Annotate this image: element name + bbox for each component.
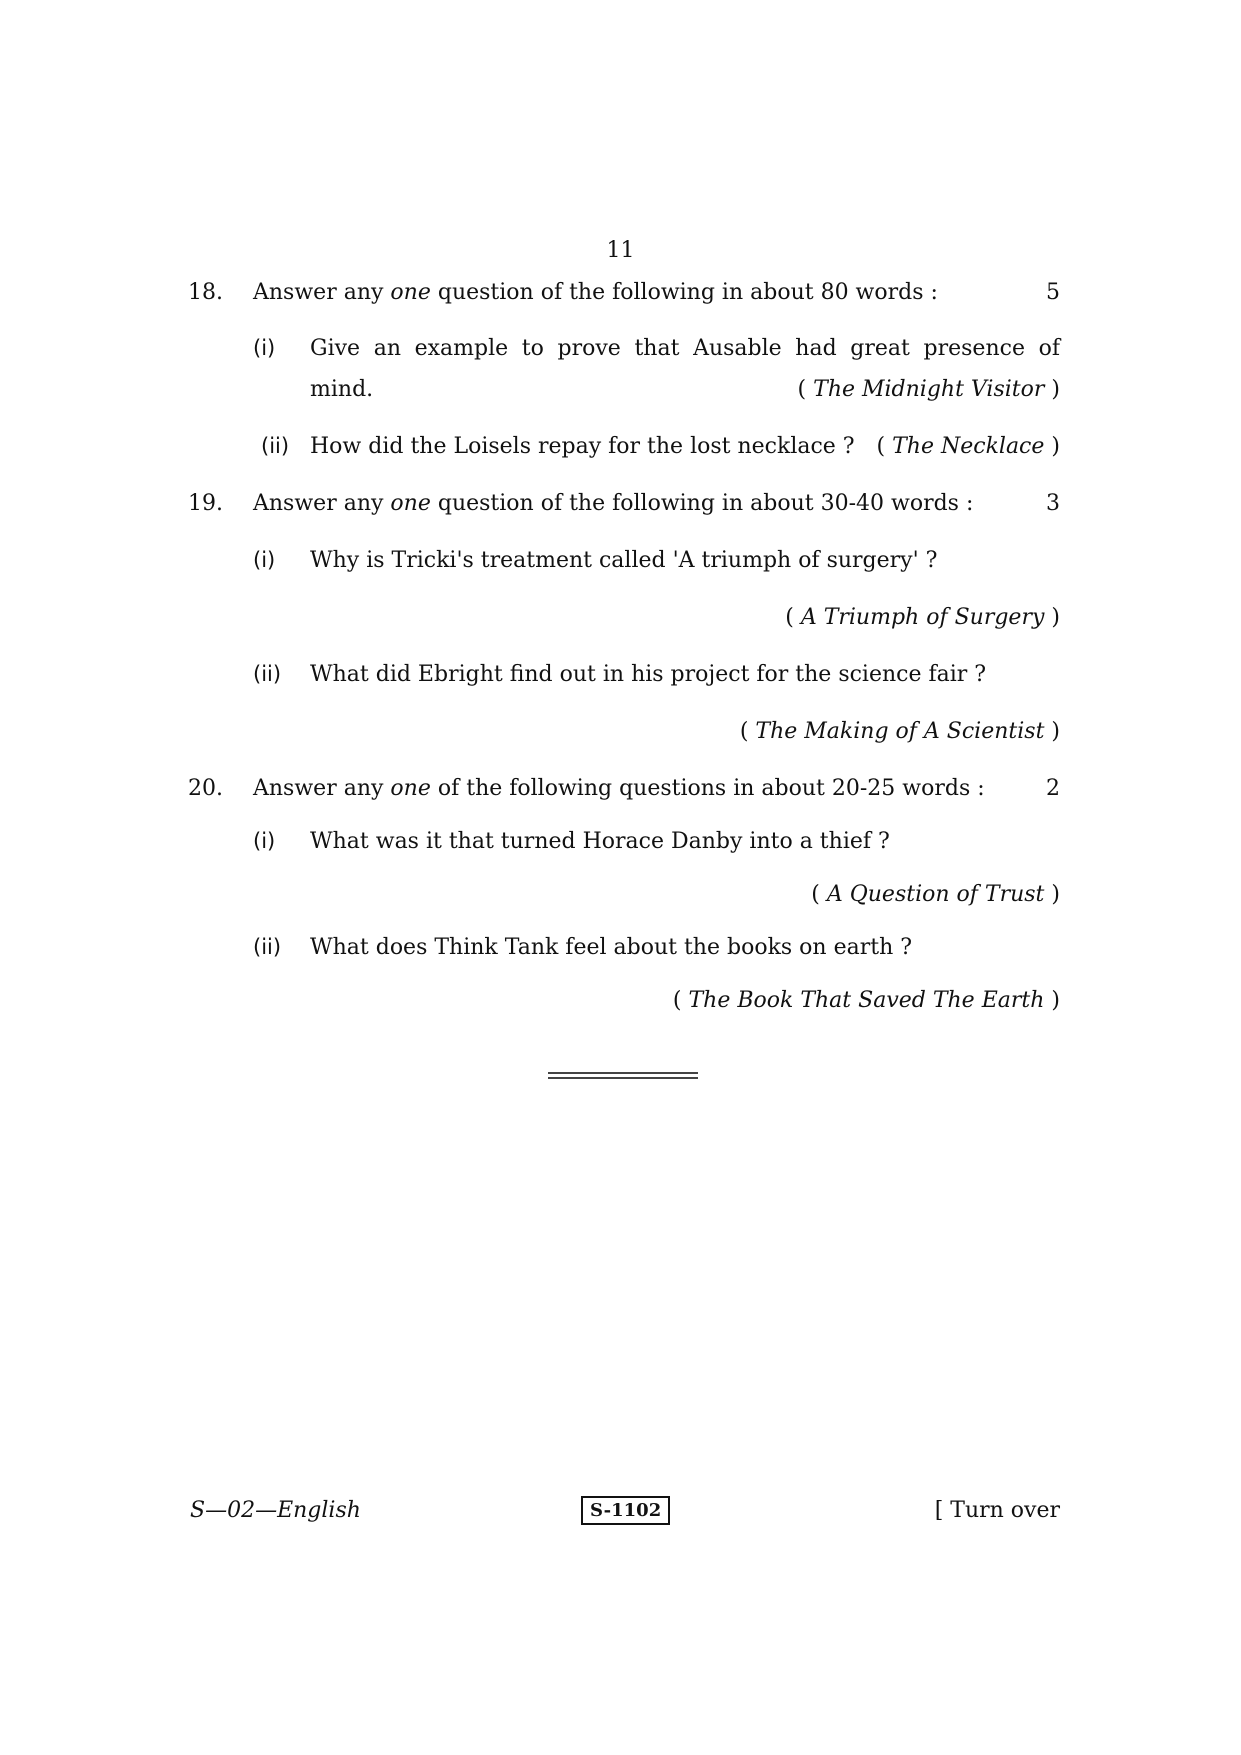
subquestion-text: Give an example to prove that Ausable had great presence of (310, 336, 1060, 361)
question-instruction: Answer any one of the following questions in about 20-25 words : (253, 776, 985, 801)
subquestion-text: How did the Loisels repay for the lost necklace ? (310, 434, 855, 459)
question-instruction: Answer any one question of the following in about 30-40 words : (253, 491, 974, 516)
subquestion-label: (ii) (253, 662, 282, 686)
subquestion-text-continued: mind. (310, 377, 374, 402)
source-citation: ( A Triumph of Surgery ) (785, 605, 1060, 630)
question-marks: 2 (1046, 776, 1060, 801)
subquestion-label: (ii) (261, 434, 290, 458)
subquestion-text: Why is Tricki's treatment called 'A triumph of surgery' ? (310, 548, 938, 573)
source-citation: ( The Midnight Visitor ) (797, 377, 1060, 402)
page-number: 11 (606, 238, 635, 263)
footer-paper-code: S—02—English (190, 1498, 361, 1523)
question-marks: 5 (1046, 280, 1060, 305)
subquestion-label: (i) (253, 548, 276, 572)
subquestion-label: (i) (253, 336, 276, 360)
end-rule-top (548, 1072, 698, 1074)
subquestion-text: What did Ebright find out in his project for the science fair ? (310, 662, 987, 687)
question-number: 18. (188, 280, 223, 305)
subquestion-label: (ii) (253, 935, 282, 959)
footer-turn-over: [ Turn over (934, 1498, 1060, 1523)
question-instruction: Answer any one question of the following in about 80 words : (253, 280, 938, 305)
subquestion-text: What was it that turned Horace Danby into a thief ? (310, 829, 890, 854)
footer-booklet-code: S-1102 (581, 1496, 670, 1525)
question-number: 20. (188, 776, 223, 801)
source-citation: ( The Book That Saved The Earth ) (672, 988, 1060, 1013)
subquestion-text: What does Think Tank feel about the books on earth ? (310, 935, 913, 960)
question-marks: 3 (1046, 491, 1060, 516)
source-citation: ( The Making of A Scientist ) (739, 719, 1060, 744)
source-citation: ( The Necklace ) (876, 434, 1060, 459)
source-citation: ( A Question of Trust ) (811, 882, 1060, 907)
question-number: 19. (188, 491, 223, 516)
subquestion-label: (i) (253, 829, 276, 853)
end-rule-bottom (548, 1077, 698, 1079)
